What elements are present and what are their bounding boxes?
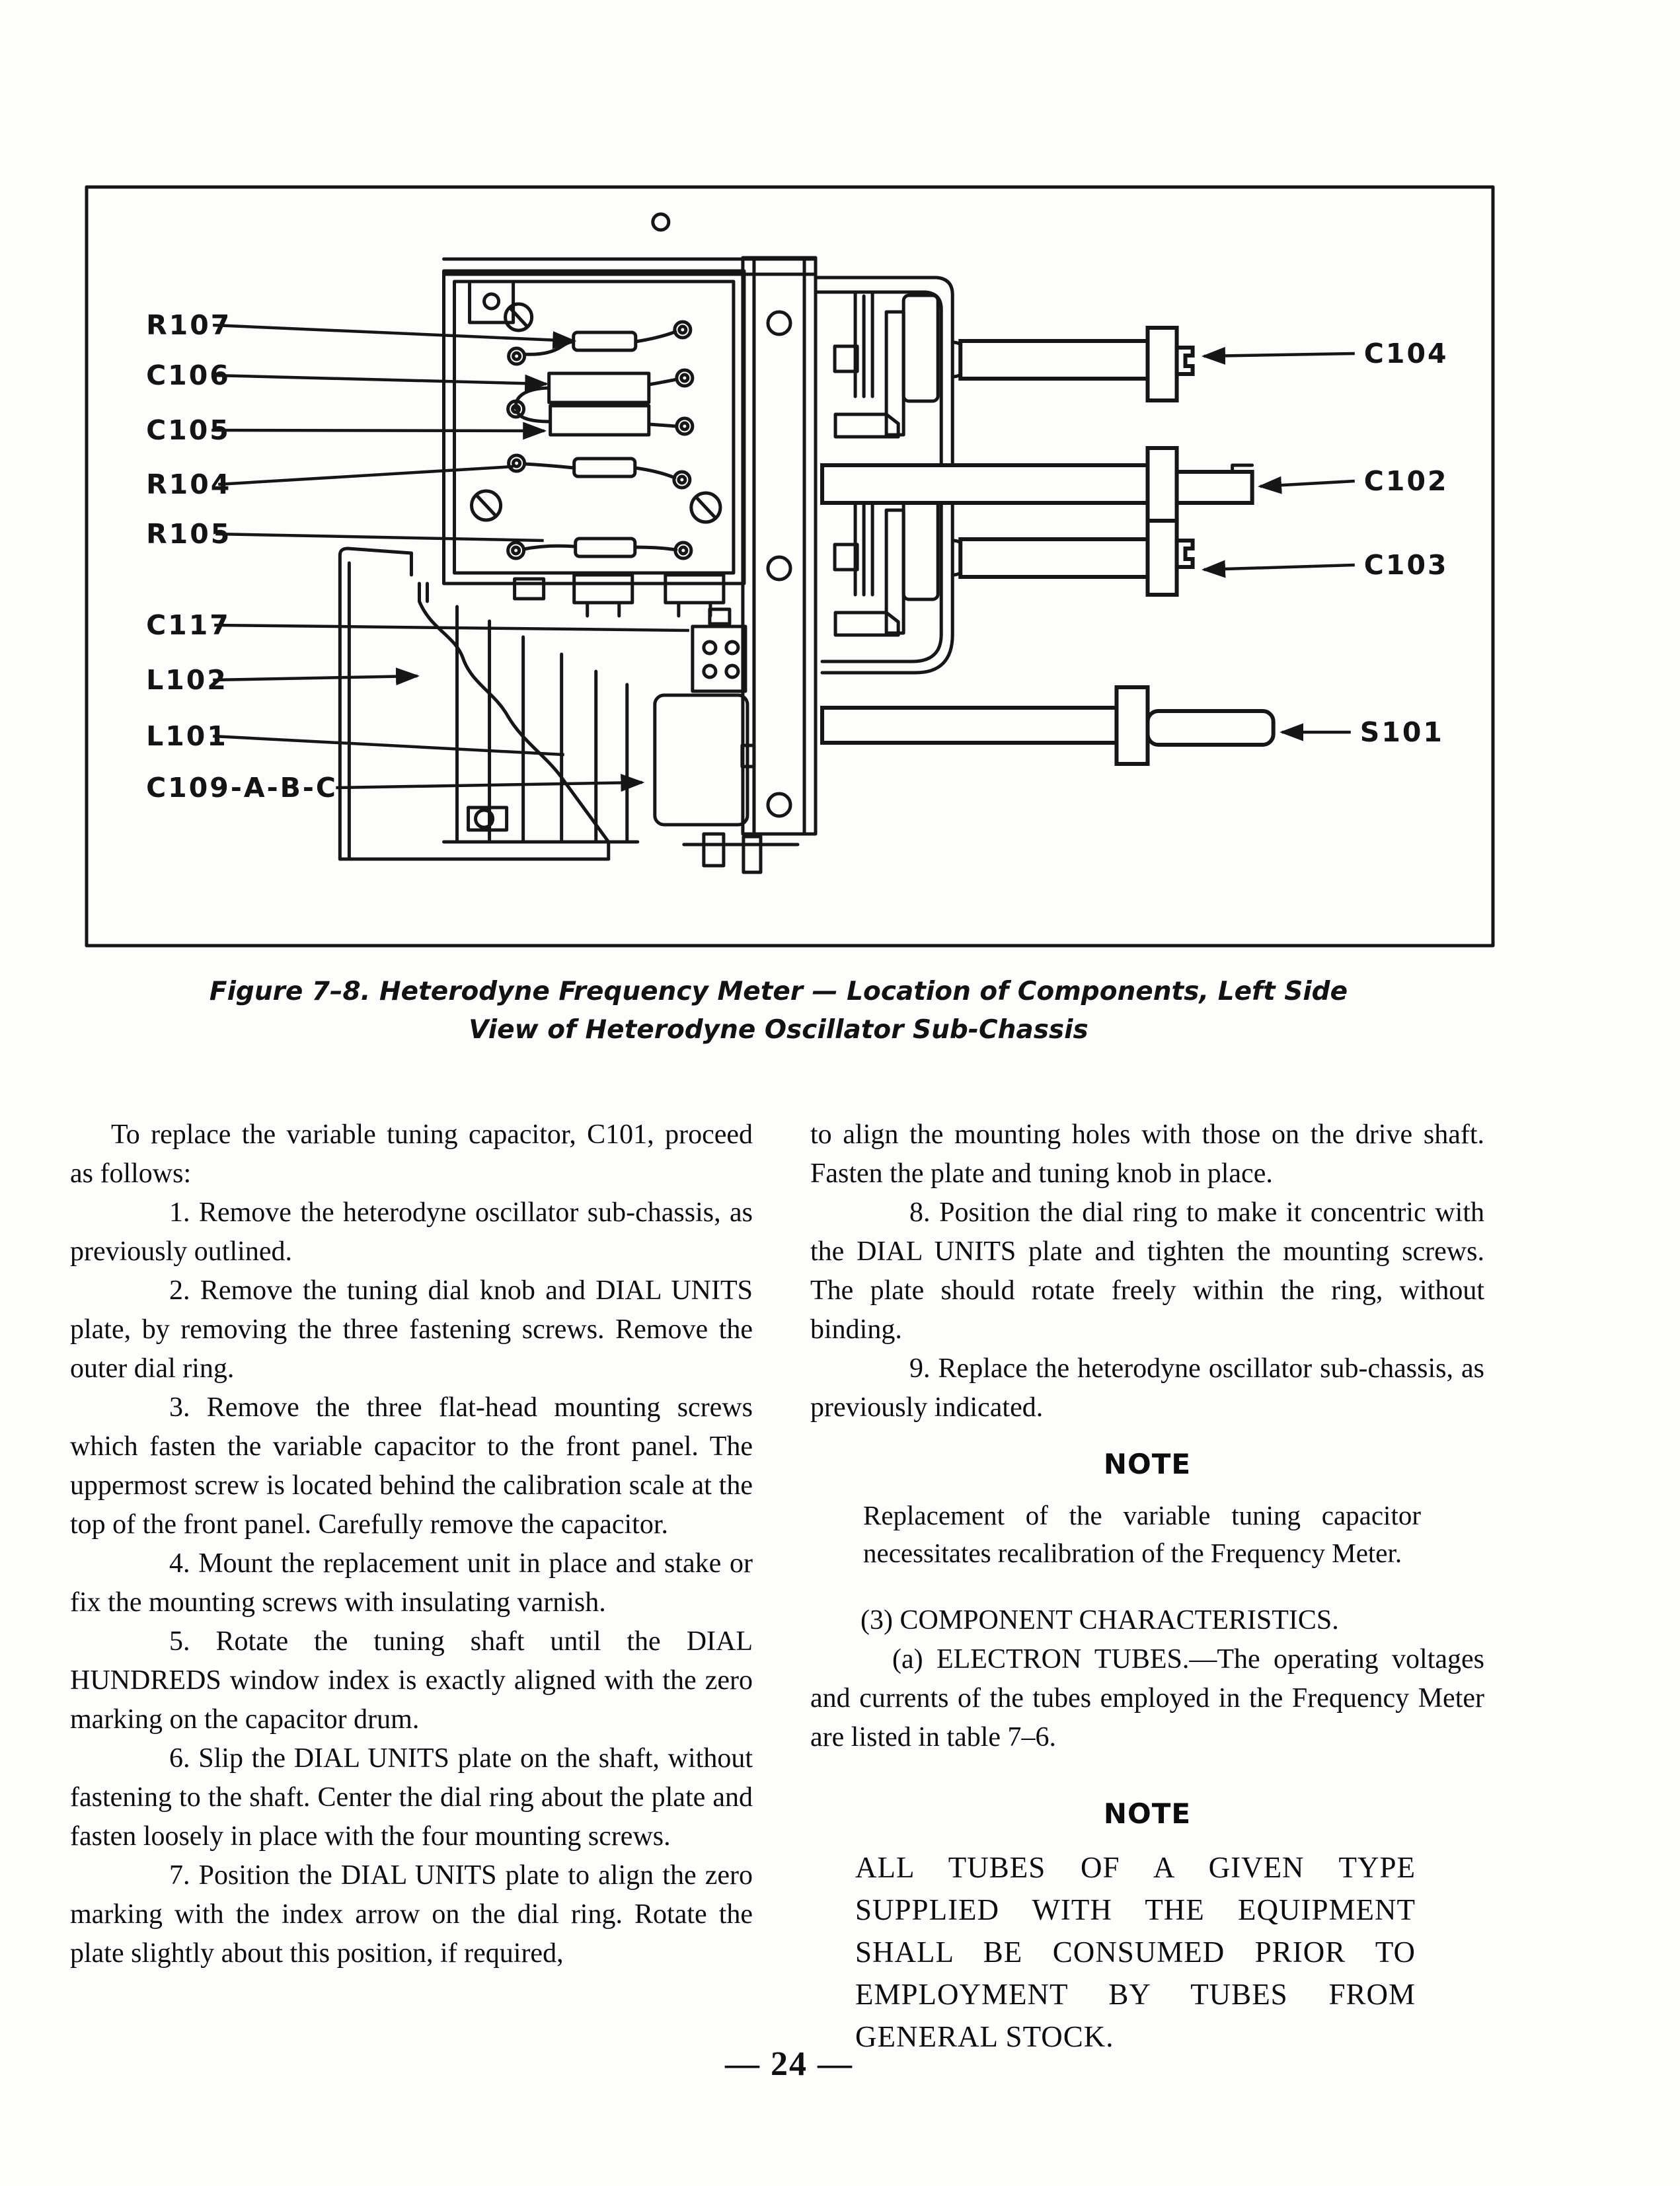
paragraph-step-3: 3. Remove the three flat-head mounting screws which fasten the variable capacitor to the front panel. The uppermost screw is located behind the calibration scale at the top of the front panel. Carefully remove the capacitor. — [70, 1392, 753, 1540]
support-column-elbow — [822, 634, 952, 673]
left-column — [70, 1115, 753, 1973]
figure-label-c104: C104 — [1363, 338, 1449, 369]
note-1-body: Replacement of the variable tuning capacitor necessitates recalibration of the Frequency Meter. — [863, 1500, 1421, 1568]
shaft-s101 — [822, 687, 1274, 764]
figure-label-c117: C117 — [146, 609, 231, 641]
coil-housing-block — [655, 695, 754, 825]
figure-label-r104: R104 — [146, 469, 232, 500]
paragraph-step-6: 6. Slip the DIAL UNITS plate on the shaft, without fastening to the shaft. Center the dial ring about the plate and fasten loosely in place with the four mounting screws. — [70, 1743, 753, 1852]
capacitor-casting — [340, 548, 637, 859]
section-heading-component-characteristics: (3) COMPONENT CHARACTERISTICS. — [860, 1605, 1339, 1636]
note-2-heading: NOTE — [1103, 1797, 1192, 1830]
tube-socket-lower — [835, 491, 938, 635]
paragraph-intro: To replace the variable tuning capacitor, C101, proceed as follows: — [70, 1119, 753, 1189]
figure-label-r107: R107 — [146, 309, 232, 341]
figure-label-c106: C106 — [146, 359, 231, 391]
tube-socket-upper — [835, 293, 938, 437]
figure-label-c103: C103 — [1363, 549, 1449, 581]
sub-chassis-panel — [444, 271, 744, 584]
note-2-body: ALL TUBES OF A GIVEN TYPE SUPPLIED WITH THE EQUIPMENT SHALL BE CONSUMED PRIOR TO EMPLOYMENT BY TUBES FROM GENERAL STOCK. — [855, 1851, 1416, 2053]
figure-label-s101: S101 — [1359, 716, 1444, 748]
note-1-heading: NOTE — [1103, 1448, 1192, 1480]
paragraph-step-8: 8. Position the dial ring to make it concentric with the DIAL UNITS plate and tighten the mounting screws. The plate should rotate freely within the ring, without binding. — [810, 1197, 1484, 1345]
figure-label-c109-a-b-c: C109-A-B-C — [146, 772, 338, 804]
paragraph-step-4: 4. Mount the replacement unit in place and stake or fix the mounting screws with insulating varnish. — [70, 1548, 753, 1618]
shaft-c104 — [960, 328, 1192, 400]
figure-label-c105: C105 — [146, 414, 231, 446]
figure-7-8-diagram — [83, 178, 1498, 953]
shaft-c103 — [960, 521, 1192, 595]
paragraph-step-5: 5. Rotate the tuning shaft until the DIAL HUNDREDS window index is exactly aligned with the zero marking on the capacitor drum. — [70, 1626, 753, 1735]
paragraph-step-7: 7. Position the DIAL UNITS plate to align the zero marking with the index arrow on the dial ring. Rotate the plate slightly about this position, if required, — [70, 1860, 753, 1969]
figure-label-c102: C102 — [1363, 465, 1449, 497]
figure-caption-line1: Figure 7–8. Heterodyne Frequency Meter — Location of Components, Left Side — [209, 977, 1348, 1006]
panel-standoffs — [515, 575, 724, 616]
paragraph-step-2: 2. Remove the tuning dial knob and DIAL UNITS plate, by removing the three fastening screws. Remove the outer dial ring. — [70, 1275, 753, 1384]
figure-7-8-svg — [83, 178, 1498, 953]
rail-bottom-bolts — [684, 834, 798, 872]
paragraph-step-1: 1. Remove the heterodyne oscillator sub-chassis, as previously outlined. — [70, 1197, 753, 1267]
paragraph-step-7-continued: to align the mounting holes with those on the drive shaft. Fasten the plate and tuning knob in place. — [810, 1119, 1484, 1189]
figure-label-l101: L101 — [146, 720, 228, 752]
figure-caption-line2: View of Heterodyne Oscillator Sub-Chassis — [469, 1015, 1088, 1045]
figure-label-r105: R105 — [146, 518, 232, 550]
panel-components — [508, 322, 693, 558]
right-column — [810, 1115, 1484, 2058]
paragraph-electron-tubes: (a) ELECTRON TUBES.—The operating voltages and currents of the tubes employed in the Frequency Meter are listed in table 7–6. — [810, 1644, 1484, 1753]
figure-caption — [85, 973, 1472, 1049]
figure-label-l102: L102 — [146, 664, 228, 696]
paragraph-step-9: 9. Replace the heterodyne oscillator sub-chassis, as previously indicated. — [810, 1353, 1484, 1423]
terminal-plate — [693, 609, 745, 691]
page-number: — 24 — — [725, 2045, 853, 2083]
